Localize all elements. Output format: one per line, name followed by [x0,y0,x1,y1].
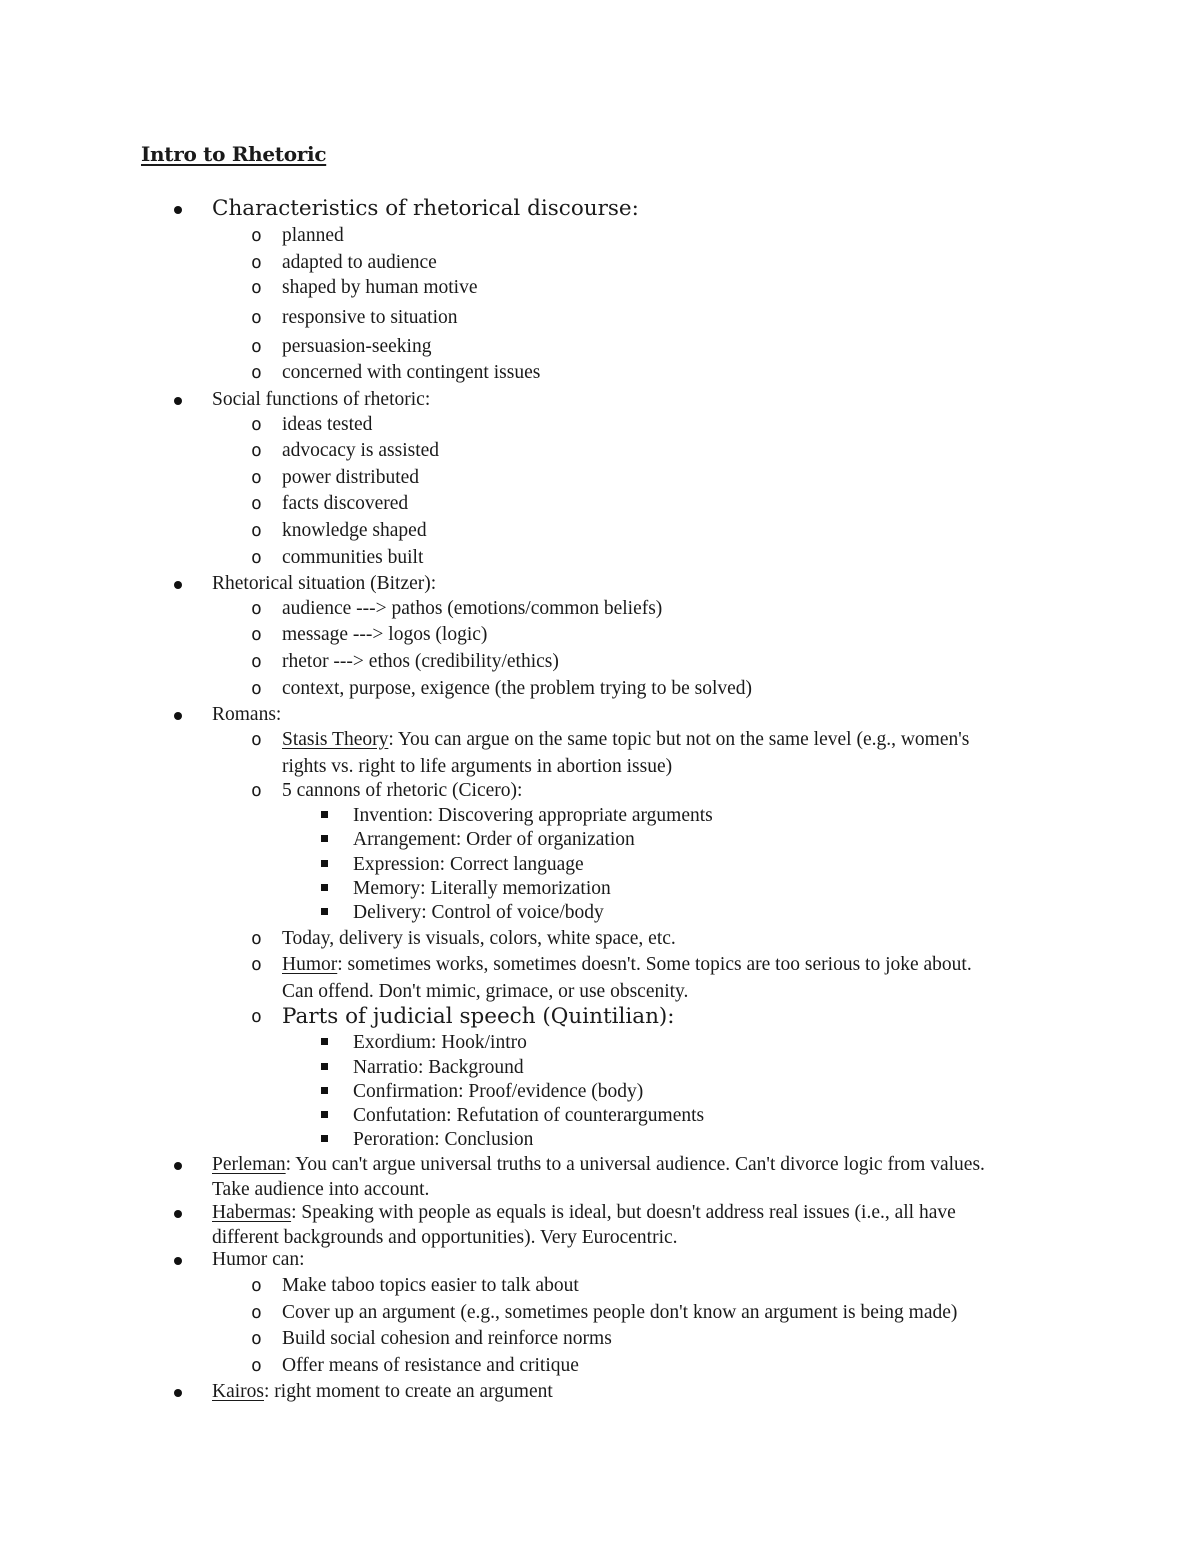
circle-bullet-icon: o [251,336,262,357]
circle-bullet-icon: o [251,225,262,246]
list-item [251,926,676,952]
list-item [353,827,635,853]
circle-bullet-icon: o [251,1275,262,1296]
term-label: Humor [282,954,338,975]
list-item-text: : sometimes works, sometimes doesn't. Some topics are too serious to joke about. [337,954,972,975]
list-item [353,803,713,829]
list-item-text: persuasion-seeking [282,336,432,357]
square-bullet-icon [321,1079,328,1094]
list-item-text: : Speaking with people as equals is ideal, but doesn't address real issues (i.e., all have [291,1202,956,1223]
list-item-text: Exordium: Hook/intro [353,1032,527,1053]
square-bullet-icon [321,1103,328,1118]
circle-bullet-icon: o [251,598,262,619]
square-bullet-icon [321,876,328,891]
list-item [353,876,611,902]
list-item-text: Cover up an argument (e.g., sometimes people don't know an argument is being made) [282,1302,958,1323]
list-item-text: Parts of judicial speech (Quintilian): [282,1004,675,1029]
list-item-text: context, purpose, exigence (the problem trying to be solved) [282,678,753,699]
list-item [251,1353,579,1379]
list-item [251,1004,675,1030]
bullet-icon [174,571,182,589]
square-bullet-icon [321,1030,328,1045]
list-item [251,1326,612,1352]
list-item [353,900,604,926]
list-item-continuation: Take audience into account. [212,1179,430,1200]
circle-bullet-icon: o [251,252,262,273]
list-item-text: Narratio: Background [353,1057,524,1078]
circle-bullet-icon: o [251,1006,262,1027]
square-bullet-icon [321,900,328,915]
list-item [353,1055,524,1081]
list-item [212,1200,956,1226]
list-item-text: audience ---> pathos (emotions/common beliefs) [282,598,663,619]
list-item [353,1127,533,1153]
term-label: Habermas [212,1202,292,1223]
list-item [251,223,344,249]
list-item [212,1152,985,1178]
circle-bullet-icon: o [251,928,262,949]
list-item-text: Peroration: Conclusion [353,1129,534,1150]
list-item-text: shaped by human motive [282,277,478,298]
list-item [251,518,427,544]
list-item-text: Today, delivery is visuals, colors, white space, etc. [282,928,676,949]
circle-bullet-icon: o [251,520,262,541]
list-item-text: : You can argue on the same topic but not on the same level (e.g., women's [388,729,970,750]
circle-bullet-icon: o [251,954,262,975]
list-item-text: responsive to situation [282,307,458,328]
list-item-text: advocacy is assisted [282,440,440,461]
term-label: Stasis Theory [282,729,389,750]
page-title: Intro to Rhetoric [141,142,327,166]
list-item [251,250,437,276]
circle-bullet-icon: o [251,678,262,699]
list-item [251,778,523,804]
list-item [251,491,409,517]
list-item-text: Delivery: Control of voice/body [353,902,604,923]
list-item-text: 5 cannons of rhetoric (Cicero): [282,780,523,801]
list-item-text: communities built [282,547,424,568]
circle-bullet-icon: o [251,729,262,750]
list-item [353,1030,527,1056]
list-item-continuation: Can offend. Don't mimic, grimace, or use obscenity. [282,981,689,1002]
list-item [251,596,663,622]
list-item [251,438,440,464]
bullet-icon [174,387,182,405]
circle-bullet-icon: o [251,440,262,461]
circle-bullet-icon: o [251,547,262,568]
square-bullet-icon [321,852,328,867]
list-item-text: Romans: [212,704,282,725]
bullet-icon [174,1200,182,1218]
circle-bullet-icon: o [251,362,262,383]
list-item-text: message ---> logos (logic) [282,624,488,645]
bullet-icon [174,196,182,214]
list-item-text: Expression: Correct language [353,854,584,875]
list-item-continuation: rights vs. right to life arguments in abortion issue) [282,756,673,777]
list-item [251,465,420,491]
bullet-icon [174,1152,182,1170]
list-item-text: planned [282,225,344,246]
list-item-text: concerned with contingent issues [282,362,541,383]
circle-bullet-icon: o [251,780,262,801]
list-item [251,412,373,438]
list-item [251,622,488,648]
list-item-text: ideas tested [282,414,373,435]
circle-bullet-icon: o [251,1328,262,1349]
list-item [212,196,639,222]
list-item [212,571,436,597]
bullet-icon [174,1247,182,1265]
list-item [251,305,458,331]
list-item [212,1379,553,1405]
list-item [212,702,281,728]
list-item-text: Invention: Discovering appropriate arguments [353,805,713,826]
square-bullet-icon [321,827,328,842]
list-item-text: facts discovered [282,493,409,514]
list-item-text: rhetor ---> ethos (credibility/ethics) [282,651,559,672]
list-item-text: Humor can: [212,1249,305,1270]
list-item [212,1247,305,1273]
bullet-icon [174,1379,182,1397]
circle-bullet-icon: o [251,307,262,328]
circle-bullet-icon: o [251,277,262,298]
square-bullet-icon [321,1127,328,1142]
circle-bullet-icon: o [251,651,262,672]
list-item [353,1103,704,1129]
square-bullet-icon [321,1055,328,1070]
list-item-text: Confirmation: Proof/evidence (body) [353,1081,644,1102]
circle-bullet-icon: o [251,1355,262,1376]
bullet-icon [174,702,182,720]
list-item [251,727,970,753]
list-item-text: Make taboo topics easier to talk about [282,1275,579,1296]
list-item-text: knowledge shaped [282,520,427,541]
list-item-text: Rhetorical situation (Bitzer): [212,573,437,594]
list-item [251,649,559,675]
list-item [251,952,972,978]
list-item-text: Social functions of rhetoric: [212,389,431,410]
list-item-text: Confutation: Refutation of counterarguments [353,1105,705,1126]
list-item-text: : You can't argue universal truths to a universal audience. Can't divorce logic from values. [285,1154,985,1175]
list-item [353,1079,643,1105]
list-item [251,545,424,571]
list-item-text: : right moment to create an argument [264,1381,553,1402]
list-item-text: Arrangement: Order of organization [353,829,635,850]
circle-bullet-icon: o [251,414,262,435]
list-item [251,676,753,702]
circle-bullet-icon: o [251,1302,262,1323]
list-item-text: adapted to audience [282,252,437,273]
square-bullet-icon [321,803,328,818]
list-item-text: Memory: Literally memorization [353,878,611,899]
list-item-text: Characteristics of rhetorical discourse: [212,196,639,221]
circle-bullet-icon: o [251,624,262,645]
circle-bullet-icon: o [251,467,262,488]
list-item [251,360,541,386]
list-item [353,852,584,878]
list-item [251,275,478,301]
list-item [212,387,430,413]
list-item [251,1300,958,1326]
circle-bullet-icon: o [251,493,262,514]
list-item [251,334,432,360]
term-label: Kairos [212,1381,264,1402]
list-item-continuation: different backgrounds and opportunities). Very Eurocentric. [212,1227,678,1248]
list-item-text: power distributed [282,467,420,488]
list-item-text: Build social cohesion and reinforce norms [282,1328,612,1349]
list-item-text: Offer means of resistance and critique [282,1355,579,1376]
list-item [251,1273,579,1299]
term-label: Perleman [212,1154,286,1175]
